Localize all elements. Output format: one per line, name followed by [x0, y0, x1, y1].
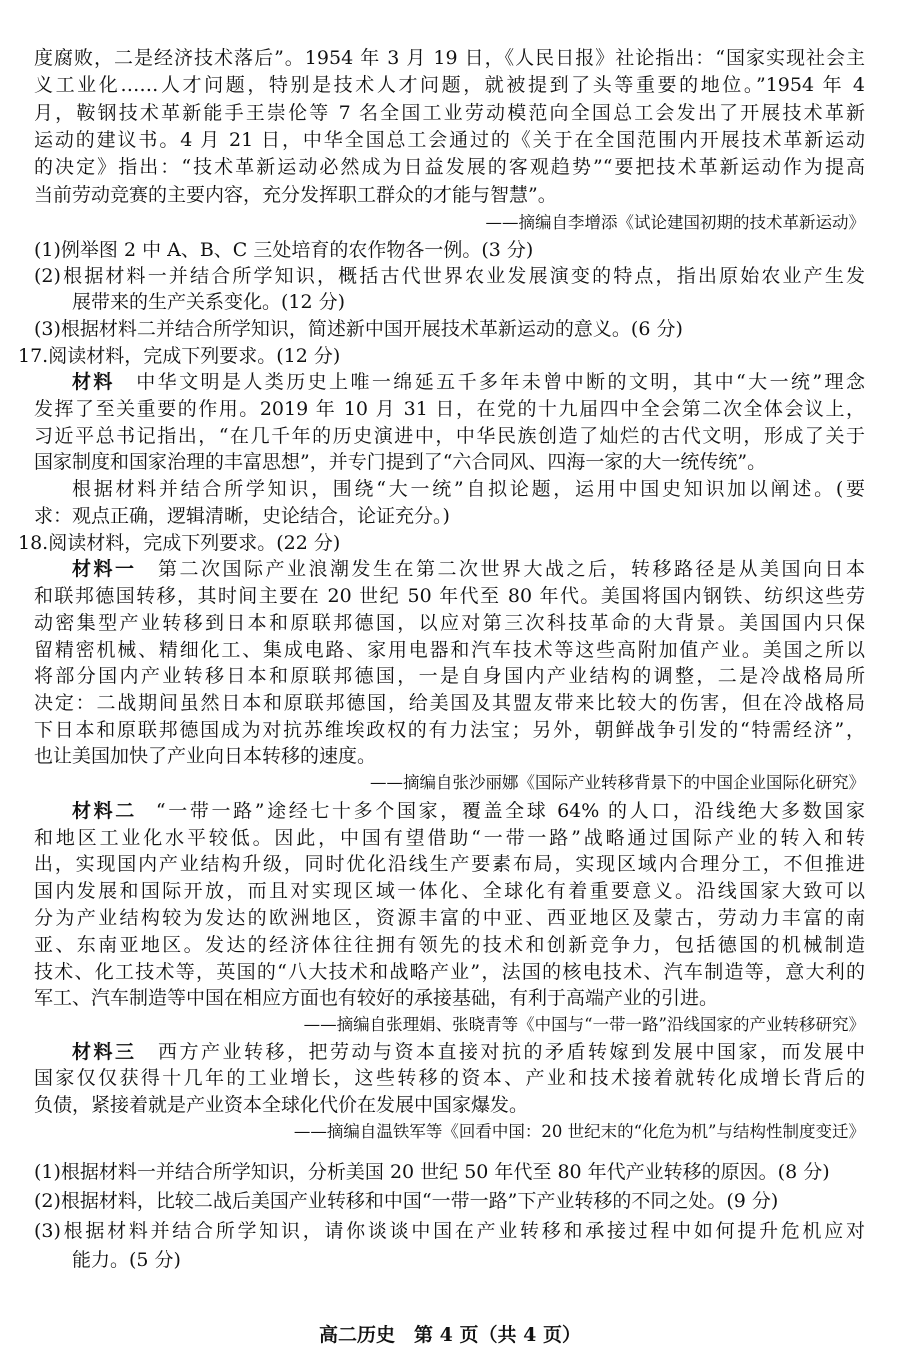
- material-line: [34, 903, 865, 933]
- material-line: [34, 125, 865, 155]
- question-18-sub3-cont: [72, 1245, 865, 1275]
- material-line: [34, 661, 865, 691]
- question-18-sub1: [34, 1157, 865, 1187]
- line-text: 展带来的生产关系变化。(12 分): [72, 291, 346, 314]
- material-1-source: [34, 768, 865, 798]
- material-label: 材料: [72, 370, 134, 393]
- line-text: (2)根据材料，比较二战后美国产业转移和中国“一带一路”下产业转移的不同之处。(9 分): [34, 1190, 779, 1212]
- line-text: 军工、汽车制造等中国在相应方面也有较好的承接基础，有利于高端产业的引进。: [34, 987, 719, 1010]
- material-line: [34, 741, 865, 771]
- line-text: 第二次国际产业浪潮发生在第二次世界大战之后，转移路径是从美国向日本: [155, 558, 865, 580]
- line-text: (3)根据材料二并结合所学知识，简述新中国开展技术革新运动的意义。(6 分): [34, 318, 683, 341]
- line-text: 也让美国加快了产业向日本转移的速度。: [34, 745, 377, 768]
- line-text: 18.阅读材料，完成下列要求。(22 分): [18, 531, 341, 554]
- line-text: 义工业化……人才问题，特别是技术人才问题，就被提到了头等重要的地位。”1954 年 4: [34, 74, 865, 97]
- line-text: ——摘编自李增添《试论建国初期的技术革新运动》: [485, 212, 865, 232]
- question-18-sub3: [34, 1216, 865, 1246]
- line-text: (1)例举图 2 中 A、B、C 三处培育的农作物各一例。(3 分): [34, 238, 534, 261]
- line-text: (1)根据材料一并结合所学知识，分析美国 20 世纪 50 年代至 80 年代产业转移的原因。(8 分): [34, 1161, 830, 1183]
- material-line: [34, 849, 865, 879]
- line-text: ——摘编自张理娟、张晓青等《中国与“一带一路”沿线国家的产业转移研究》: [303, 1014, 865, 1034]
- line-text: 动密集型产业转移到日本和原联邦德国，以应对第三次科技革命的大背景。美国国内只保: [34, 611, 865, 634]
- material-line: [34, 876, 865, 906]
- page-footer: 高二历史 第 4 页（共 4 页）: [319, 1324, 581, 1346]
- line-text: 当前劳动竞赛的主要内容，充分发挥职工群众的才能与智慧”。: [34, 183, 557, 206]
- line-text: 留精密机械、精细化工、集成电路、家用电器和汽车技术等这些高附加值产业。美国之所以: [34, 638, 865, 661]
- line-text: 度腐败，二是经济技术落后”。1954 年 3 月 19 日，《人民日报》社论指出：“国家实现社会主: [34, 47, 865, 69]
- line-text: 发挥了至关重要的作用。2019 年 10 月 31 日，在党的十九届四中全会第二次全体会议上，: [34, 397, 865, 420]
- material-line: [34, 1090, 865, 1120]
- question-17-material: [72, 367, 865, 397]
- material-2: [72, 796, 865, 826]
- material-label: 材料一: [72, 558, 156, 580]
- line-text: 月，鞍钢技术革新能手王崇伦等 7 名全国工业劳动模范向全国总工会发出了开展技术革新: [34, 101, 865, 124]
- material-line: [34, 70, 865, 100]
- question-18-sub2: [34, 1186, 865, 1216]
- line-text: 能力。(5 分): [72, 1249, 181, 1271]
- line-text: 运动的建议书。4 月 21 日，中华全国总工会通过的《关于在全国范围内开展技术革新运动: [34, 128, 865, 151]
- material-label: 材料三: [72, 1041, 156, 1063]
- material-line: [34, 98, 865, 128]
- material-2-source: [34, 1010, 865, 1040]
- material-1: [72, 554, 865, 584]
- material-line: [34, 688, 865, 718]
- question-17-task-cont: [34, 501, 865, 531]
- line-text: 国内发展和国际开放，而且对实现区域一体化、全球化有着重要意义。沿线国家大致可以: [34, 880, 865, 903]
- material-3-source: [34, 1117, 865, 1147]
- material-line: [34, 152, 865, 182]
- line-text: 亚、东南亚地区。发达的经济体往往拥有领先的技术和创新竞争力，包括德国的机械制造: [34, 933, 865, 956]
- material-line: [34, 608, 865, 638]
- material-line: [34, 421, 865, 451]
- line-text: 将部分国内产业转移日本和原联邦德国，一是自身国内产业结构的调整，二是冷战格局所: [34, 665, 865, 688]
- line-text: 和地区工业化水平较低。因此，中国有望借助“一带一路”战略通过国际产业的转入和转: [34, 826, 865, 849]
- material-line: [34, 715, 865, 745]
- line-text: 的决定》指出：“技术革新运动必然成为日益发展的客观趋势”“要把技术革新运动作为提高: [34, 156, 865, 179]
- material-line: [34, 957, 865, 987]
- line-text: 国家制度和国家治理的丰富思想”，并专门提到了“六合同风、四海一家的大一统传统”。: [34, 451, 767, 474]
- line-text: 和联邦德国转移，其时间主要在 20 世纪 50 年代至 80 年代。美国将国内钢铁、纺织这些劳: [34, 585, 865, 608]
- line-text: 中华文明是人类历史上唯一绵延五千多年未曾中断的文明，其中“大一统”理念: [133, 370, 865, 393]
- material-line: [34, 581, 865, 611]
- material-line: [34, 180, 865, 210]
- line-text: (2)根据材料一并结合所学知识，概括古代世界农业发展演变的特点，指出原始农业产生发: [34, 264, 865, 287]
- material-line: [34, 394, 865, 424]
- material-line: [34, 43, 865, 73]
- material-line: [34, 447, 865, 477]
- line-text: 17.阅读材料，完成下列要求。(12 分): [18, 344, 341, 367]
- line-text: ——摘编自张沙丽娜《国际产业转移背景下的中国企业国际化研究》: [370, 773, 865, 793]
- material-line: [34, 635, 865, 665]
- line-text: 习近平总书记指出，“在几千年的历史演进中，中华民族创造了灿烂的古代文明，形成了关于: [34, 424, 865, 447]
- material-line: [34, 823, 865, 853]
- question-16-sub2-cont: [72, 287, 865, 317]
- line-text: 分为产业结构较为发达的欧洲地区，资源丰富的中亚、西亚地区及蒙古，劳动力丰富的南: [34, 906, 865, 929]
- line-text: “一带一路”途经七十多个国家，覆盖全球 64% 的人口，沿线绝大多数国家: [155, 799, 865, 822]
- line-text: 根据材料并结合所学知识，围绕“大一统”自拟论题，运用中国史知识加以阐述。(要: [72, 478, 865, 501]
- line-text: 决定：二战期间虽然日本和原联邦德国，给美国及其盟友带来比较大的伤害，但在冷战格局: [34, 691, 865, 714]
- material-source: [34, 208, 865, 238]
- line-text: 负债，紧接着就是产业资本全球化代价在发展中国家爆发。: [34, 1093, 529, 1116]
- line-text: 国家仅仅获得十几年的工业增长，这些转移的资本、产业和技术接着就转化成增长背后的: [34, 1067, 865, 1090]
- line-text: 求：观点正确，逻辑清晰，史论结合，论证充分。): [34, 504, 450, 527]
- line-text: ——摘编自温铁军等《回看中国：20 世纪末的“化危为机”与结构性制度变迁》: [293, 1121, 865, 1141]
- line-text: 技术、化工技术等，英国的“八大技术和战略产业”，法国的核电技术、汽车制造等，意大利的: [34, 960, 865, 983]
- line-text: 西方产业转移，把劳动与资本直接对抗的矛盾转嫁到发展中国家，而发展中: [155, 1041, 865, 1063]
- material-line: [34, 930, 865, 960]
- line-text: 出，实现国内产业结构升级，同时优化沿线生产要素布局，实现区域内合理分工，不但推进: [34, 853, 865, 876]
- material-line: [34, 983, 865, 1013]
- material-label: 材料二: [72, 799, 156, 822]
- line-text: 下日本和原联邦德国成为对抗苏维埃政权的有力法宝；另外，朝鲜战争引发的“特需经济”，: [34, 718, 865, 741]
- line-text: (3)根据材料并结合所学知识，请你谈谈中国在产业转移和承接过程中如何提升危机应对: [34, 1220, 865, 1242]
